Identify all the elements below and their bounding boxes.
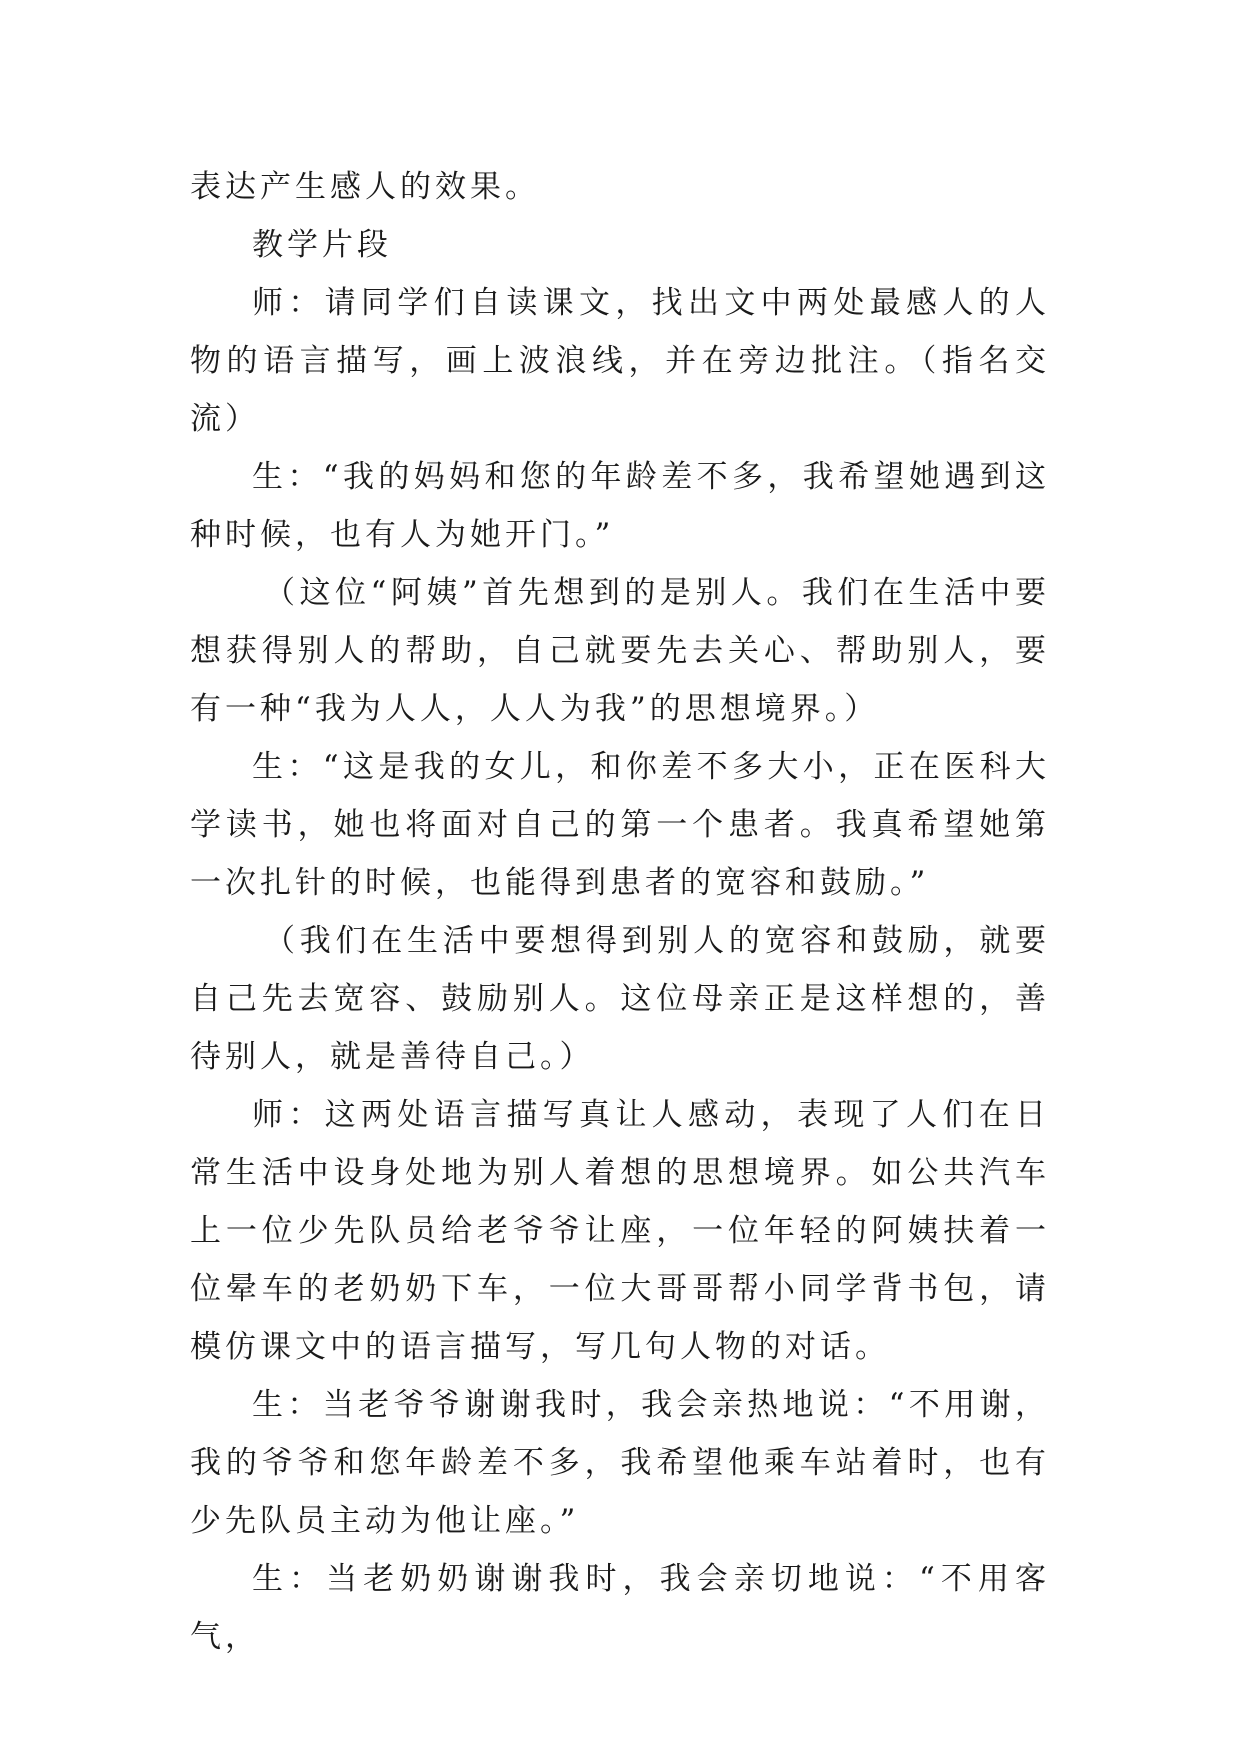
student-paragraph: 生：当老爷爷谢谢我时，我会亲热地说：“不用谢，我的爷爷和您年龄差不多，我希望他乘车站着时，也有少先队员主动为他让座。”	[190, 1387, 1050, 1539]
commentary-paragraph: （我们在生活中要想得到别人的宽容和鼓励，就要自己先去宽容、鼓励别人。这位母亲正是这样想的，善待别人，就是善待自己。）	[190, 923, 1050, 1075]
teacher-paragraph: 师：这两处语言描写真让人感动，表现了人们在日常生活中设身处地为别人着想的思想境界。如公共汽车上一位少先队员给老爷爷让座，一位年轻的阿姨扶着一位晕车的老奶奶下车，一位大哥哥帮小同学背书包，请模仿课文中的语言描写，写几句人物的对话。	[190, 1097, 1050, 1365]
section-heading: 教学片段	[252, 227, 392, 263]
document-page	[190, 158, 1050, 1666]
student-paragraph: 生：“这是我的女儿，和你差不多大小，正在医科大学读书，她也将面对自己的第一个患者。我真希望她第一次扎针的时候，也能得到患者的宽容和鼓励。”	[190, 749, 1050, 901]
student-paragraph: 生：当老奶奶谢谢我时，我会亲切地说：“不用客气，	[190, 1561, 1050, 1655]
teacher-paragraph: 师：请同学们自读课文，找出文中两处最感人的人物的语言描写，画上波浪线，并在旁边批注。（指名交流）	[190, 285, 1050, 437]
commentary-paragraph: （这位“阿姨”首先想到的是别人。我们在生活中要想获得别人的帮助，自己就要先去关心、帮助别人，要有一种“我为人人，人人为我”的思想境界。）	[190, 575, 1050, 727]
paragraph-continuation: 表达产生感人的效果。	[190, 169, 540, 205]
student-paragraph: 生：“我的妈妈和您的年龄差不多，我希望她遇到这种时候，也有人为她开门。”	[190, 459, 1050, 553]
